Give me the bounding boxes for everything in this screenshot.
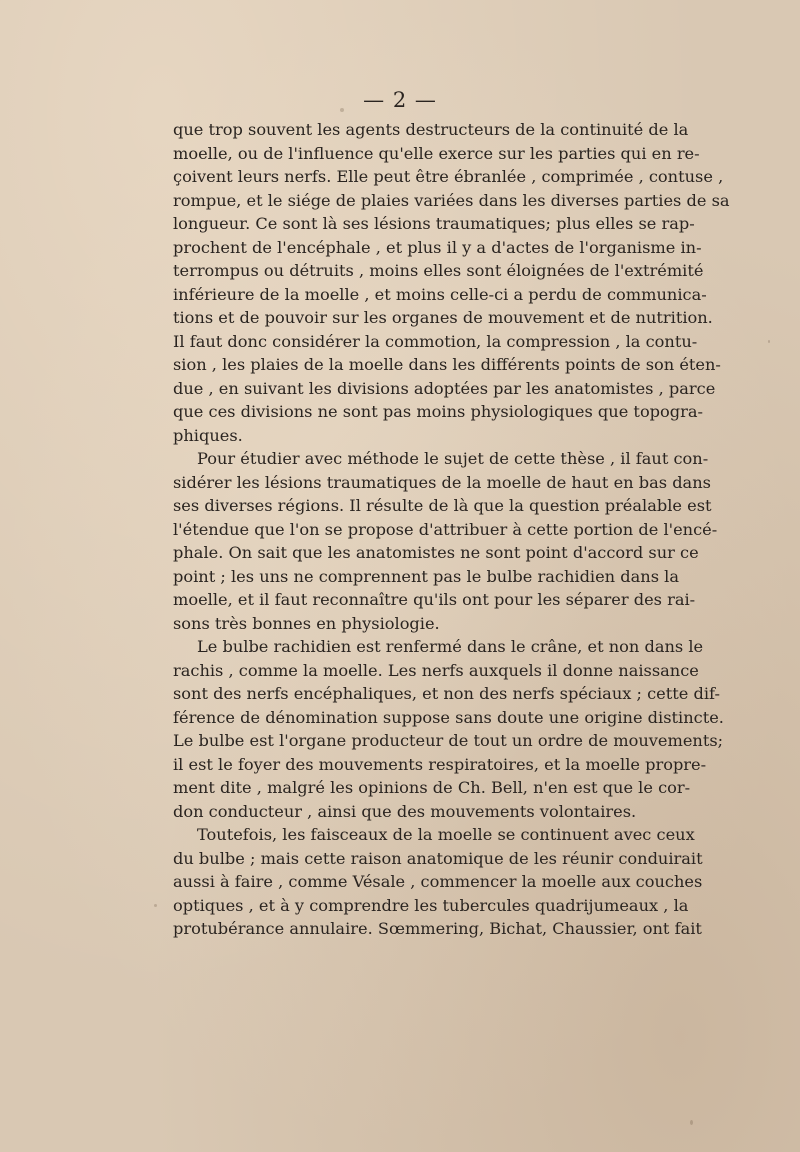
- text-line: Il faut donc considérer la commotion, la compression , la contu-: [173, 331, 698, 351]
- text-line: moelle, ou de l'influence qu'elle exerce sur les parties qui en re-: [173, 143, 700, 163]
- text-line: Toutefois, les faisceaux de la moelle se continuent avec ceux: [197, 825, 695, 844]
- text-line: moelle, et il faut reconnaître qu'ils ont pour les séparer des rai-: [173, 590, 696, 609]
- text-line: sidérer les lésions traumatiques de la moelle de haut en bas dans: [173, 472, 711, 492]
- text-line: due , en suivant les divisions adoptées par les anatomistes , parce: [173, 378, 716, 398]
- body-text: [173, 118, 730, 941]
- text-line: aussi à faire , comme Vésale , commencer la moelle aux couches: [173, 872, 703, 891]
- text-line: rachis , comme la moelle. Les nerfs auxquels il donne naissance: [173, 660, 699, 680]
- paragraph-1: [173, 118, 730, 447]
- text-line: sont des nerfs encéphaliques, et non des nerfs spéciaux ; cette dif-: [173, 684, 720, 703]
- text-line: protubérance annulaire. Sœmmering, Bichat, Chaussier, ont fait: [173, 919, 702, 938]
- text-line: tions et de pouvoir sur les organes de mouvement et de nutrition.: [173, 308, 713, 327]
- page-number: — 2 —: [363, 88, 437, 112]
- text-line: çoivent leurs nerfs. Elle peut être ébranlée , comprimée , contuse ,: [173, 167, 724, 186]
- text-line: phale. On sait que les anatomistes ne sont point d'accord sur ce: [173, 543, 699, 562]
- paper-spot: [690, 1120, 693, 1125]
- text-line: que trop souvent les agents destructeurs de la continuité de la: [173, 120, 689, 139]
- text-line: phiques.: [173, 425, 243, 445]
- text-line: rompue, et le siége de plaies variées dans les diverses parties de sa: [173, 190, 730, 210]
- text-line: Pour étudier avec méthode le sujet de cette thèse , il faut con-: [197, 449, 709, 468]
- text-line: don conducteur , ainsi que des mouvements volontaires.: [173, 801, 637, 821]
- paragraph-4: [173, 823, 703, 941]
- text-line: Le bulbe est l'organe producteur de tout un ordre de mouvements;: [173, 731, 724, 750]
- paper-spot: [340, 108, 344, 112]
- text-line: inférieure de la moelle , et moins celle-ci a perdu de communica-: [173, 284, 707, 304]
- paragraph-3: [173, 635, 724, 823]
- text-line: optiques , et à y comprendre les tubercules quadrijumeaux , la: [173, 895, 689, 915]
- text-line: férence de dénomination suppose sans doute une origine distincte.: [173, 707, 724, 727]
- text-line: il est le foyer des mouvements respiratoires, et la moelle propre-: [173, 754, 707, 774]
- text-line: sons très bonnes en physiologie.: [173, 613, 440, 633]
- text-line: ses diverses régions. Il résulte de là que la question préalable est: [173, 496, 712, 515]
- paragraph-2: [173, 447, 718, 635]
- paper-spot: [154, 904, 157, 907]
- text-line: que ces divisions ne sont pas moins physiologiques que topogra-: [173, 402, 704, 421]
- text-line: terrompus ou détruits , moins elles sont éloignées de l'extrémité: [173, 261, 704, 280]
- text-line: l'étendue que l'on se propose d'attribuer à cette portion de l'encé-: [173, 519, 718, 539]
- text-line: longueur. Ce sont là ses lésions traumatiques; plus elles se rap-: [173, 214, 695, 233]
- text-line: ment dite , malgré les opinions de Ch. Bell, n'en est que le cor-: [173, 778, 691, 797]
- text-line: point ; les uns ne comprennent pas le bulbe rachidien dans la: [173, 566, 679, 586]
- text-line: Le bulbe rachidien est renfermé dans le crâne, et non dans le: [197, 637, 704, 656]
- paper-spot: [768, 340, 770, 343]
- text-line: du bulbe ; mais cette raison anatomique de les réunir conduirait: [173, 848, 703, 868]
- text-line: sion , les plaies de la moelle dans les différents points de son éten-: [173, 355, 721, 374]
- text-line: prochent de l'encéphale , et plus il y a d'actes de l'organisme in-: [173, 237, 702, 257]
